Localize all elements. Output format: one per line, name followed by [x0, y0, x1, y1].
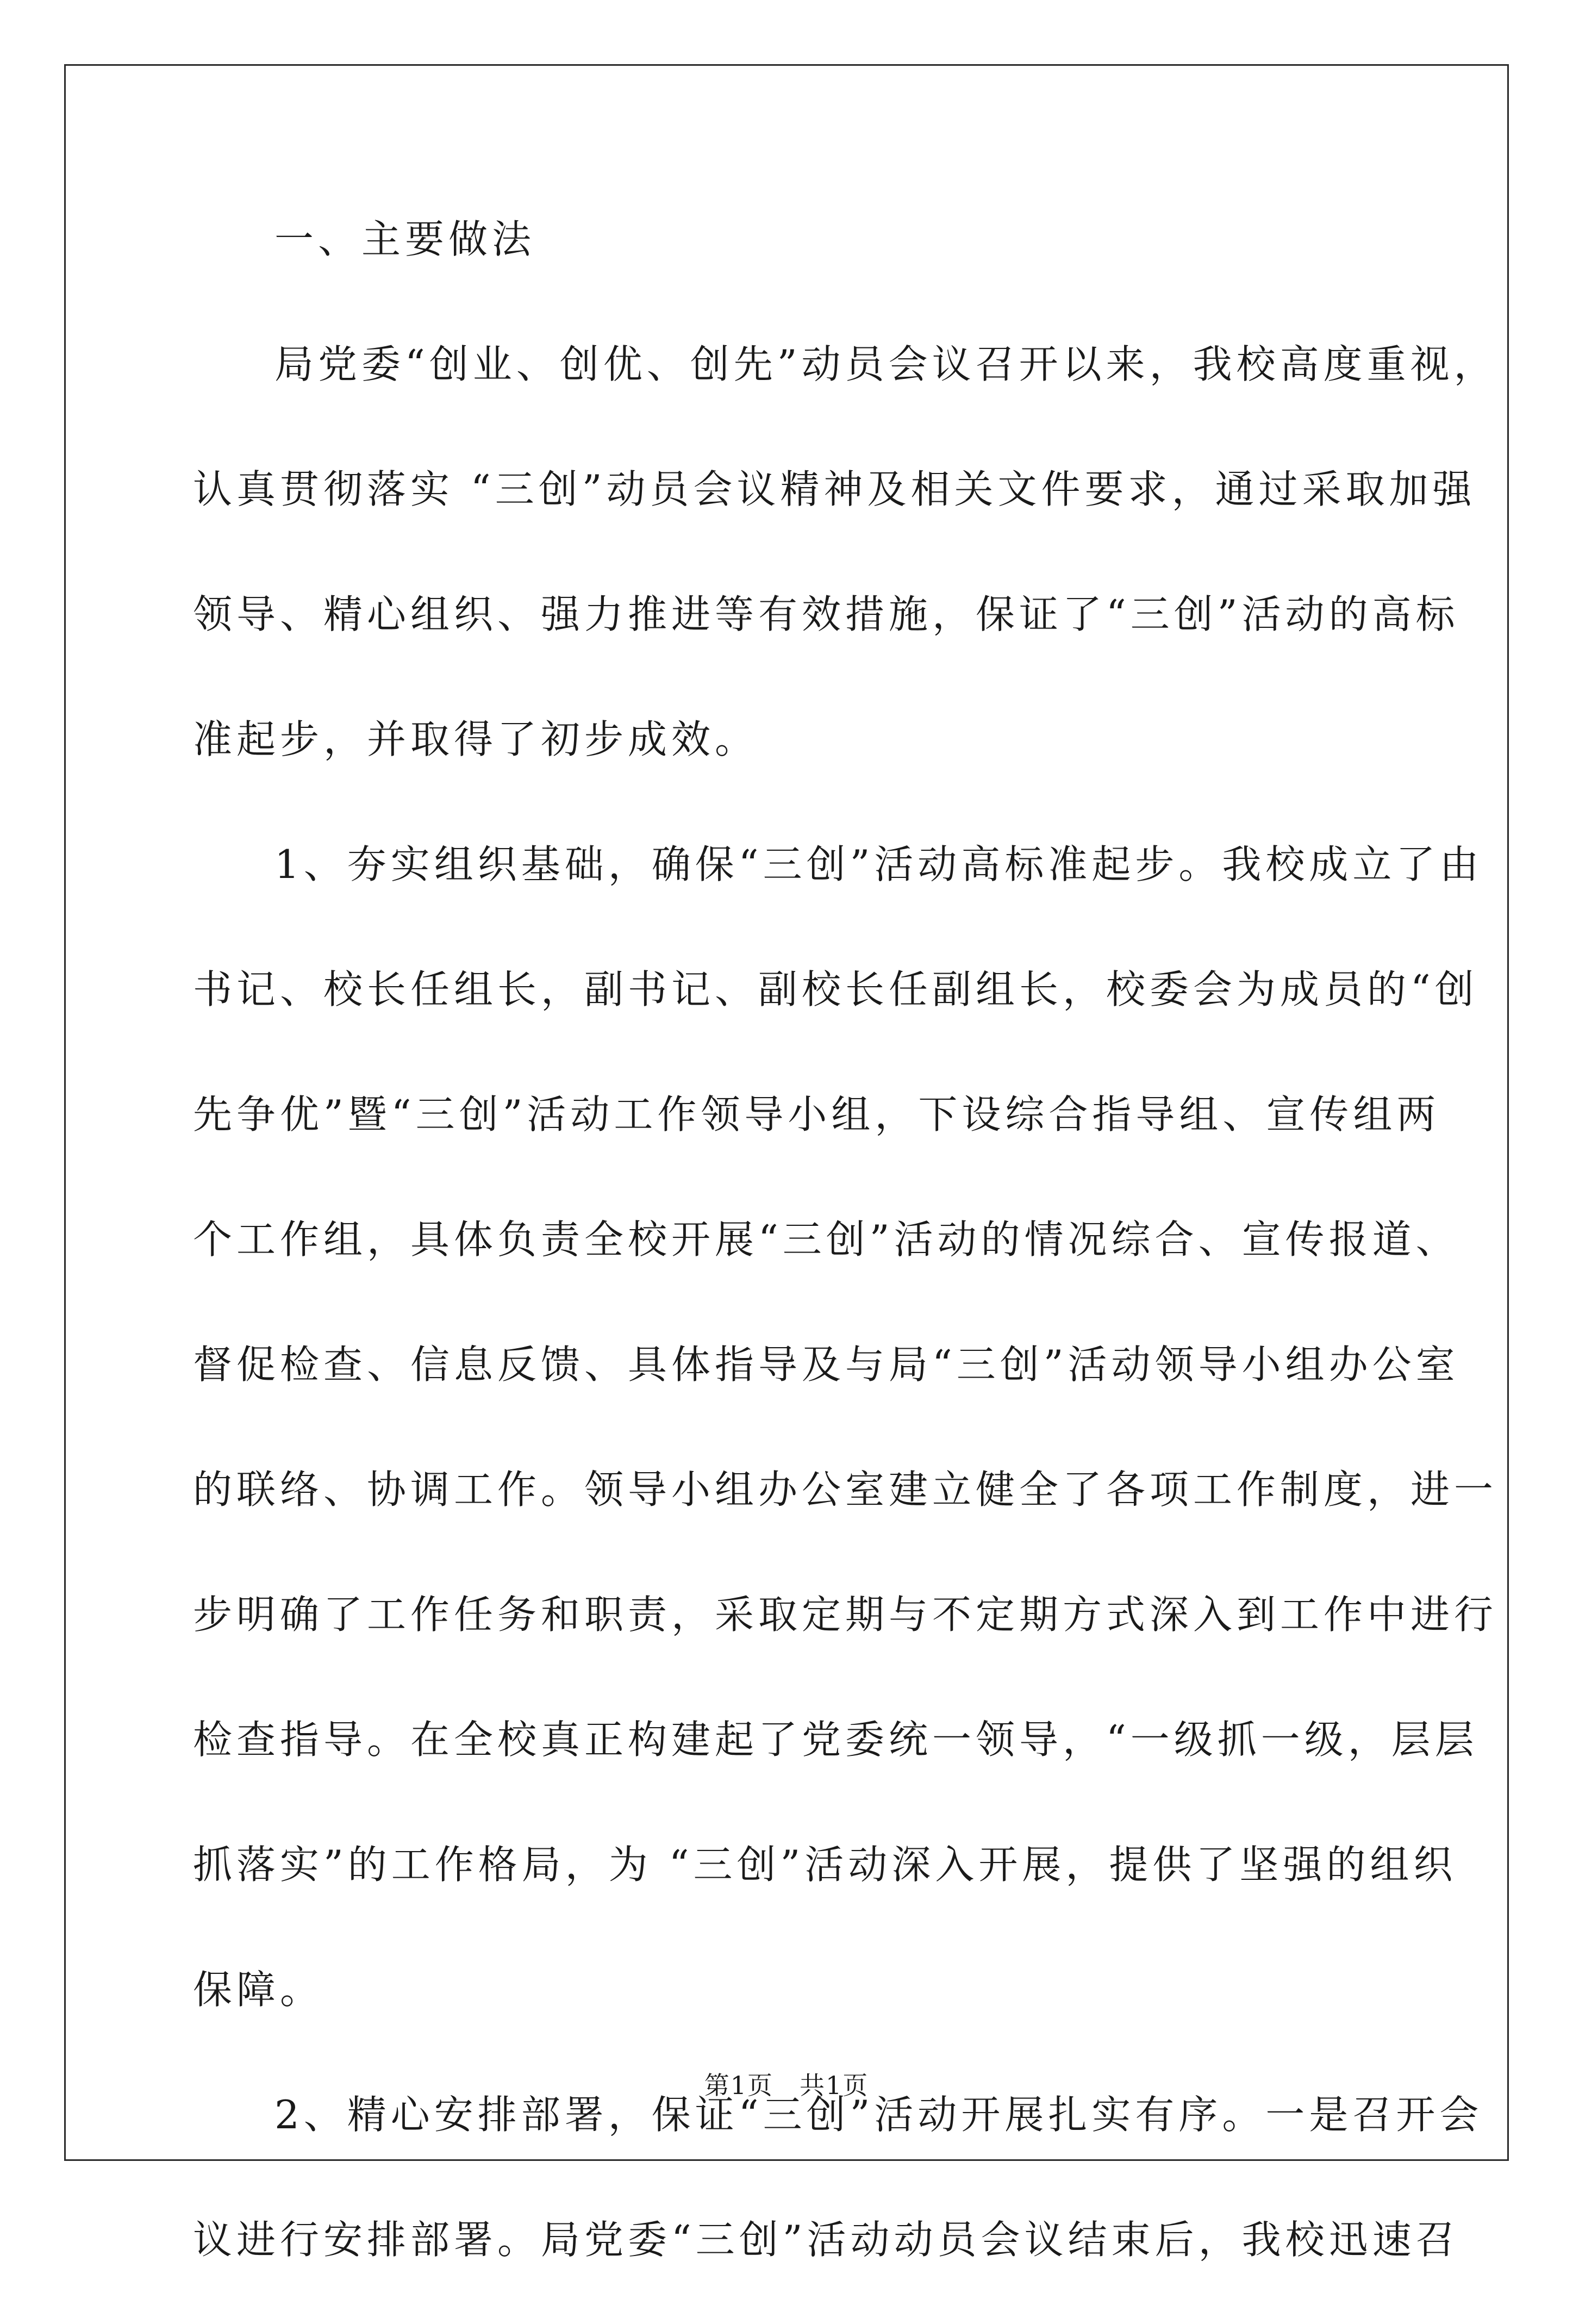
text-line: 步明确了工作任务和职责，采取定期与不定期方式深入到工作中进行: [193, 1592, 1498, 1637]
paragraph-2: [193, 824, 1498, 2074]
text-line: 领导、精心组织、强力推进等有效措施，保证了“三创”活动的高标: [193, 591, 1459, 637]
text-line: 的联络、协调工作。领导小组办公室建立健全了各项工作制度，进一: [193, 1467, 1498, 1512]
text-line: 书记、校长任组长，副书记、副校长任副组长，校委会为成员的“创: [193, 967, 1478, 1012]
text-line: 抓落实”的工作格局，为 “三创”活动深入开展，提供了坚强的组织: [193, 1842, 1457, 1887]
section-heading: 一、主要做法: [274, 216, 536, 262]
text-line: 1、夯实组织基础，确保“三创”活动高标准起步。我校成立了由: [274, 842, 1483, 887]
text-line: 议进行安排部署。局党委“三创”活动动员会议结束后，我校迅速召: [193, 2217, 1459, 2263]
text-line: 先争优”暨“三创”活动工作领导小组，下设综合指导组、宣传组两: [193, 1092, 1440, 1137]
paragraph-1: [193, 323, 1497, 824]
text-line: 保障。: [193, 1967, 324, 2013]
text-line: 个工作组，具体负责全校开展“三创”活动的情况综合、宣传报道、: [193, 1217, 1459, 1262]
paragraph-3: [193, 2074, 1483, 2324]
text-line: 检查指导。在全校真正构建起了党委统一领导，“一级抓一级，层层: [193, 1717, 1478, 1762]
text-line: 局党委“创业、创优、创先”动员会议召开以来，我校高度重视，: [274, 341, 1497, 387]
document-body: [193, 198, 1498, 2324]
text-line: 认真贯彻落实 “三创”动员会议精神及相关文件要求，通过采取加强: [193, 466, 1476, 512]
text-line: 准起步，并取得了初步成效。: [193, 716, 759, 762]
text-line: 督促检查、信息反馈、具体指导及与局“三创”活动领导小组办公室: [193, 1342, 1459, 1387]
page-number: 第1页 共1页: [704, 2071, 869, 2100]
text-line: 2、精心安排部署，保证“三创”活动开展扎实有序。一是召开会: [274, 2092, 1483, 2138]
